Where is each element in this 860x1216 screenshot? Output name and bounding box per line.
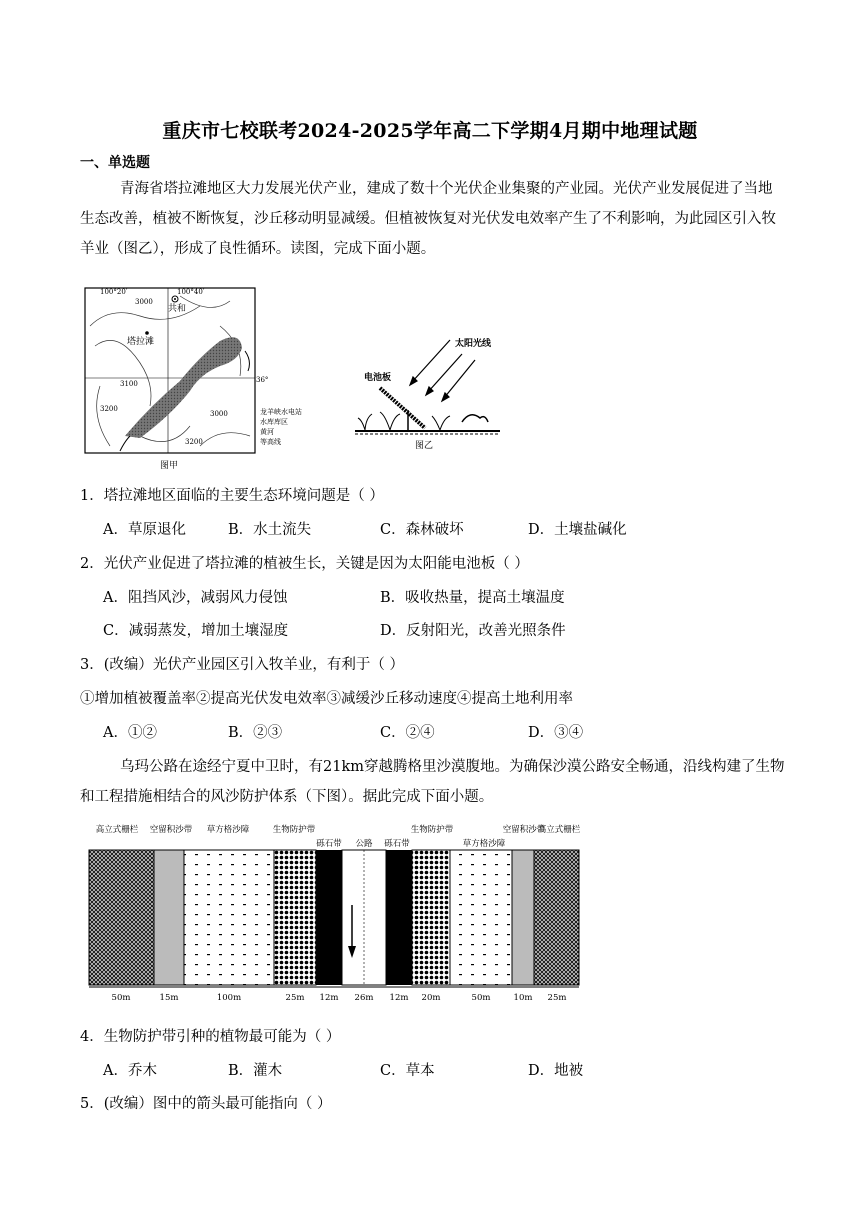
width-sandzone-left: 15m	[159, 993, 179, 1003]
label-sandzone-right: 空留积沙带	[502, 825, 546, 835]
map-contour-3200b: 3200	[185, 438, 203, 446]
question-1: 1．塔拉滩地区面临的主要生态环境问题是（ ）	[80, 488, 384, 504]
q1-option-c[interactable]: C．森林破坏	[380, 522, 464, 538]
width-road: 26m	[354, 993, 374, 1003]
section-heading: 一、单选题	[80, 155, 150, 171]
strip-widths	[112, 993, 567, 1003]
width-grid-right: 50m	[471, 993, 491, 1003]
map-contour-3200a: 3200	[100, 405, 118, 413]
map-lon1: 100°20′	[100, 288, 128, 296]
map-legend	[260, 407, 302, 446]
q4-option-b[interactable]: B．灌木	[228, 1063, 283, 1079]
legend-contour: 等高线	[260, 438, 281, 446]
q4-option-a[interactable]: A．乔木	[103, 1063, 157, 1079]
legend-reservoir: 水库库区	[260, 418, 288, 426]
width-grid-left: 100m	[216, 993, 242, 1003]
q1-option-b[interactable]: B．水土流失	[228, 522, 312, 538]
label-fence-left: 高立式栅栏	[95, 825, 139, 835]
q4-option-c[interactable]: C．草本	[380, 1063, 435, 1079]
q3-option-b[interactable]: B．②③	[228, 725, 283, 741]
q1-option-a[interactable]: A．草原退化	[103, 522, 186, 538]
panel-figure-yi	[350, 330, 510, 450]
label-grid-right: 草方格沙障	[462, 839, 506, 849]
sunlight-label: 太阳光线	[455, 339, 492, 349]
map-contour-3000a: 3000	[135, 298, 153, 306]
q3-statement-list: ①增加植被覆盖率②提高光伏发电效率③减缓沙丘移动速度④提高土地利用率	[80, 691, 573, 707]
question-4: 4．生物防护带引种的植物最可能为（ ）	[80, 1029, 341, 1045]
q2-option-d[interactable]: D．反射阳光，改善光照条件	[380, 623, 566, 639]
label-bio-right: 生物防护带	[410, 825, 454, 835]
width-gravel-left: 12m	[319, 993, 339, 1003]
q2-option-c[interactable]: C．减弱蒸发，增加土壤湿度	[103, 623, 289, 639]
map-lat: 36°	[256, 376, 269, 384]
q1-option-d[interactable]: D．土壤盐碱化	[528, 522, 627, 538]
sand-protection-diagram	[84, 820, 584, 1006]
q3-option-c[interactable]: C．②④	[380, 725, 435, 741]
question-5: 5．(改编）图中的箭头最可能指向（ ）	[80, 1096, 332, 1112]
sunlight-arrows-icon	[410, 340, 475, 401]
q3-option-a[interactable]: A．①②	[103, 725, 157, 741]
question-3: 3．(改编）光伏产业园区引入牧羊业，有利于（ ）	[80, 657, 404, 673]
map-town-gonghe: 共和	[168, 304, 187, 314]
width-bio-right: 20m	[421, 993, 441, 1003]
q4-option-d[interactable]: D．地被	[528, 1063, 584, 1079]
label-sandzone-left: 空留积沙带	[149, 825, 193, 835]
q2-option-a[interactable]: A．阻挡风沙，减弱风力侵蚀	[103, 590, 288, 606]
map-figure-jia	[80, 286, 302, 471]
label-fence-right: 高立式栅栏	[537, 825, 581, 835]
map-contour-3100: 3100	[120, 380, 138, 388]
passage-2: 乌玛公路在途经宁夏中卫时，有21km穿越腾格里沙漠腹地。为确保沙漠公路安全畅通，沿线构建了生物和工程措施相结合的风沙防护体系（下图）。据此完成下面小题。	[80, 759, 785, 805]
page-title: 重庆市七校联考2024-2025学年高二下学期4月期中地理试题	[162, 120, 698, 142]
legend-river: 黄河	[260, 428, 274, 436]
map-caption: 图甲	[160, 461, 179, 471]
q3-option-d[interactable]: D．③④	[528, 725, 584, 741]
panel-caption: 图乙	[415, 441, 434, 451]
width-sandzone-right: 10m	[513, 993, 533, 1003]
width-bio-left: 25m	[285, 993, 305, 1003]
passage-1: 青海省塔拉滩地区大力发展光伏产业，建成了数十个光伏企业集聚的产业园。光伏产业发展促进了当地生态改善，植被不断恢复，沙丘移动明显减缓。但植被恢复对光伏发电效率产生了不利影响，为此园区引入牧羊业（图乙），形成了良性循环。读图，完成下面小题。	[80, 181, 776, 257]
width-gravel-right: 12m	[389, 993, 409, 1003]
q2-option-b[interactable]: B．吸收热量，提高土壤温度	[380, 590, 565, 606]
label-bio-left: 生物防护带	[272, 825, 316, 835]
map-lon2: 100°40′	[177, 288, 205, 296]
label-gravel-right: 砾石带	[384, 839, 410, 849]
label-grid-left: 草方格沙障	[206, 825, 250, 835]
question-2: 2．光伏产业促进了塔拉滩的植被生长，关键是因为太阳能电池板（ ）	[80, 556, 529, 572]
width-fence-left: 50m	[111, 993, 131, 1003]
panel-label: 电池板	[364, 373, 392, 383]
label-road: 公路	[355, 839, 373, 849]
label-gravel-left: 砾石带	[316, 839, 342, 849]
map-contour-3000b: 3000	[210, 410, 228, 418]
map-place-talatan: 塔拉滩	[127, 337, 155, 347]
legend-dam: 龙羊峡水电站	[260, 408, 302, 416]
strip-labels	[96, 824, 581, 849]
width-fence-right: 25m	[547, 993, 567, 1003]
